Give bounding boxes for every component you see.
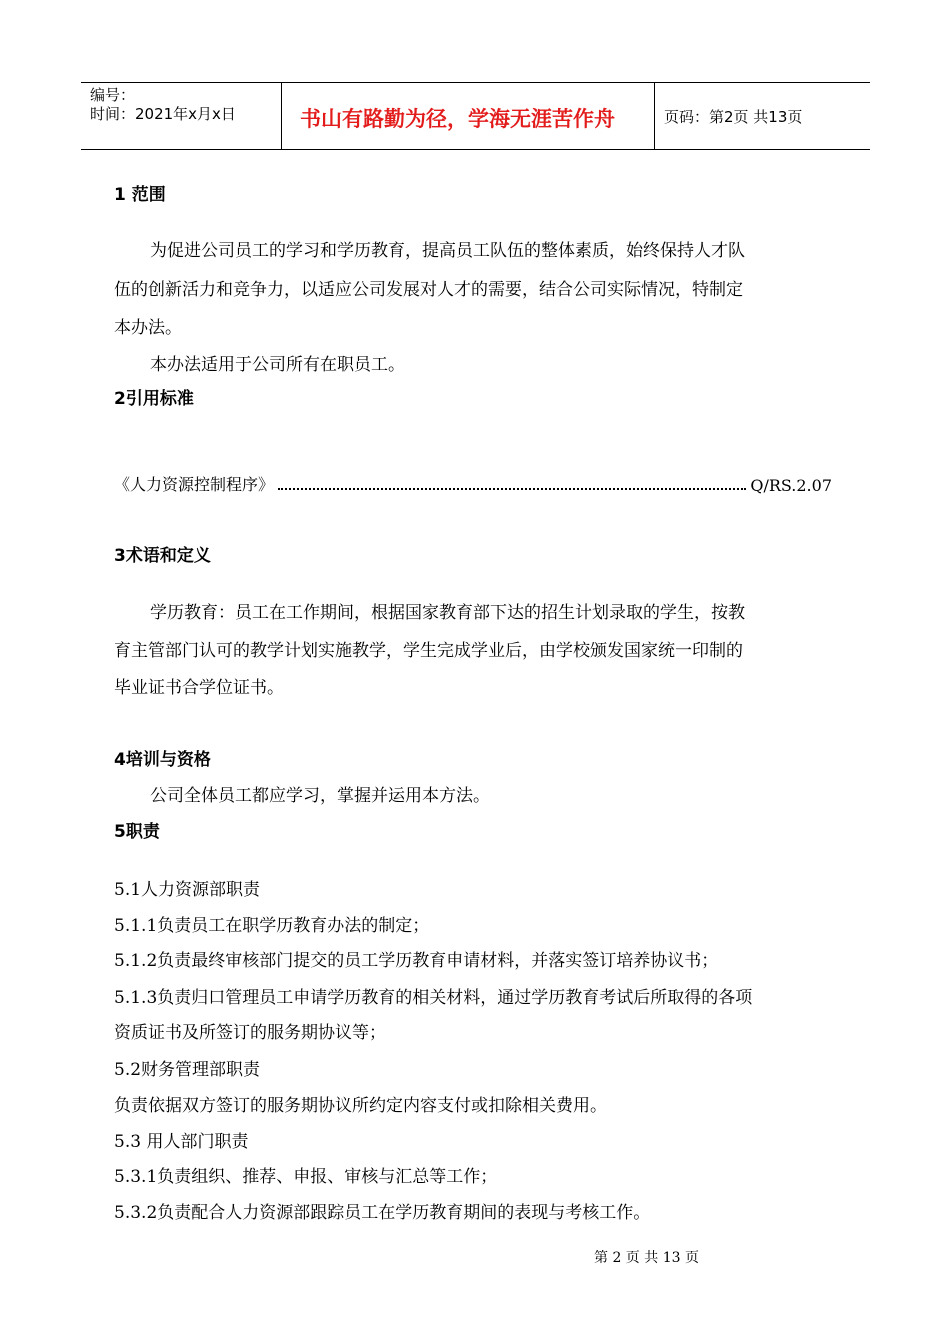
section-5-line: 5.2财务管理部职责 xyxy=(114,1060,261,1080)
section-3-definition-line-1: 学历教育：员工在工作期间，根据国家教育部下达的招生计划录取的学生，按教 xyxy=(150,603,745,623)
section-5-line: 资质证书及所签订的服务期协议等； xyxy=(114,1023,386,1043)
header-bottom-rule xyxy=(81,149,870,150)
section-5-title: 5职责 xyxy=(114,822,160,842)
section-3-definition-line-3: 毕业证书合学位证书。 xyxy=(114,678,284,698)
section-5-line: 5.3.2负责配合人力资源部跟踪员工在学历教育期间的表现与考核工作。 xyxy=(114,1203,651,1223)
reference-name: 《人力资源控制程序》 xyxy=(114,475,275,494)
leader-dots xyxy=(278,487,746,490)
section-4-text: 公司全体员工都应学习，掌握并运用本方法。 xyxy=(150,786,490,806)
header-motto: 书山有路勤为径，学海无涯苦作舟 xyxy=(300,106,615,131)
section-5-line: 5.1.2负责最终审核部门提交的员工学历教育申请材料，并落实签订培养协议书； xyxy=(114,951,719,971)
section-1-title: 1 范围 xyxy=(114,185,166,205)
section-5-line: 5.1.3负责归口管理员工申请学历教育的相关材料，通过学历教育考试后所取得的各项 xyxy=(114,988,753,1008)
section-3-definition-line-2: 育主管部门认可的教学计划实施教学，学生完成学业后，由学校颁发国家统一印制的 xyxy=(114,641,743,661)
header-divider-right xyxy=(654,82,655,150)
section-1-paragraph-line-3: 本办法。 xyxy=(114,318,182,338)
section-3-title: 3术语和定义 xyxy=(114,546,211,566)
footer-page-number: 第 2 页 共 13 页 xyxy=(594,1250,699,1266)
section-5-line: 5.1人力资源部职责 xyxy=(114,880,261,900)
reference-standard-row xyxy=(114,472,832,495)
header-divider-left xyxy=(281,82,282,150)
document-time-label: 时间：2021年x月x日 xyxy=(90,105,236,123)
section-1-paragraph-line-1: 为促进公司员工的学习和学历教育，提高员工队伍的整体素质，始终保持人才队 xyxy=(150,241,745,261)
section-1-paragraph-line-2: 伍的创新活力和竞争力，以适应公司发展对人才的需要，结合公司实际情况，特制定 xyxy=(114,280,743,300)
section-5-line: 5.3.1负责组织、推荐、申报、审核与汇总等工作； xyxy=(114,1167,498,1187)
section-4-title: 4培训与资格 xyxy=(114,750,211,770)
header-page-info: 页码：第2页 共13页 xyxy=(664,108,803,126)
header-top-rule xyxy=(81,82,870,83)
section-1-scope-line: 本办法适用于公司所有在职员工。 xyxy=(150,355,405,375)
section-5-line: 5.3 用人部门职责 xyxy=(114,1132,249,1152)
section-5-line: 负责依据双方签订的服务期协议所约定内容支付或扣除相关费用。 xyxy=(114,1096,607,1116)
section-2-title: 2引用标准 xyxy=(114,389,194,409)
section-5-line: 5.1.1负责员工在职学历教育办法的制定； xyxy=(114,916,430,936)
reference-code: Q/RS.2.07 xyxy=(750,476,832,495)
document-number-label: 编号： xyxy=(90,86,136,104)
